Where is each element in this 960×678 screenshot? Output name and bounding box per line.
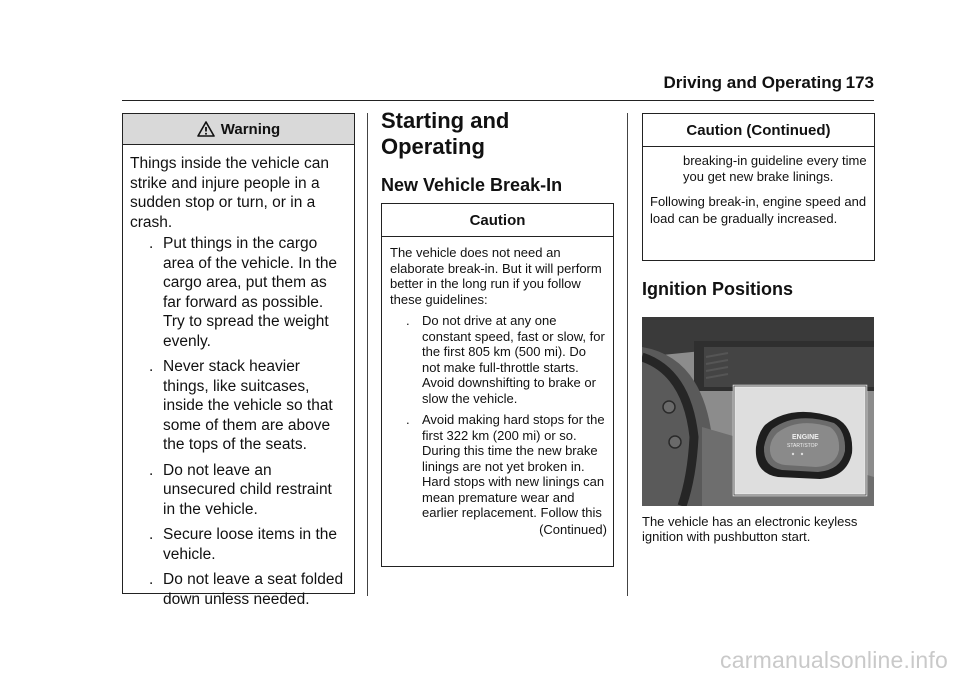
ignition-button-photo xyxy=(642,317,874,506)
warning-body xyxy=(123,145,354,609)
warning-header xyxy=(123,114,354,145)
running-header-section: Driving and Operating xyxy=(663,73,842,92)
continued-label: (Continued) xyxy=(539,521,607,537)
caution-continued-text: breaking-in guideline every time you get new brake linings. xyxy=(683,153,867,184)
warning-triangle-icon xyxy=(197,121,215,137)
ignition-caption: The vehicle has an electronic keyless ignition with pushbutton start. xyxy=(642,514,858,544)
watermark: carmanualsonline.info xyxy=(720,647,948,673)
caution-intro: The vehicle does not need an elaborate break-in. But it will perform better in the long run if you follow these guidelines: xyxy=(390,245,602,307)
list-item: . Do not leave an unsecured child restraint in the vehicle. xyxy=(149,461,332,518)
list-item: . Do not drive at any one constant speed, fast or slow, for the first 805 km (500 mi). Do not make full-throttle starts. Avoid downshifting to brake or slow the vehicle. xyxy=(406,313,605,406)
column-divider-left xyxy=(367,113,368,596)
list-item: . Avoid making hard stops for the first 322 km (200 mi) or so. During this time the new brake linings are not yet broken in. Hard stops with new linings can mean premature wear and earlier replacement. Follow this xyxy=(406,412,605,520)
warning-box xyxy=(122,113,355,608)
subsection-title-break-in: New Vehicle Break-In xyxy=(381,175,563,195)
list-item: . Do not leave a seat folded down unless needed. xyxy=(149,571,344,608)
section-title-starting: Starting and Operating xyxy=(381,108,510,159)
page-number: 173 xyxy=(845,73,874,92)
warning-bullet-list xyxy=(130,234,348,609)
caution-bullet-list xyxy=(390,313,607,521)
caution-box xyxy=(381,203,614,567)
list-item: . Secure loose items in the vehicle. xyxy=(149,526,338,563)
caution-continued-header: Caution (Continued) xyxy=(643,114,874,147)
break-in-followup-text: Following break-in, engine speed and load can be gradually increased. xyxy=(650,194,867,226)
caution-continued-box xyxy=(642,113,875,261)
warning-title: Warning xyxy=(220,120,281,138)
caution-body xyxy=(382,237,613,537)
ignition-button-label-2: START/STOP xyxy=(787,443,818,449)
header-rule xyxy=(122,100,874,101)
list-item: . Never stack heavier things, like suitcases, inside the vehicle so that some of them are above the tops of the seats. xyxy=(149,358,333,453)
ignition-button-label-1: ENGINE xyxy=(792,434,819,441)
caution-continued-body xyxy=(643,147,874,227)
caution-header: Caution xyxy=(382,204,613,237)
warning-intro: Things inside the vehicle can strike and injure people in a sudden stop or turn, or in a crash. xyxy=(130,155,330,231)
column-divider-right xyxy=(627,113,628,596)
list-item: . Put things in the cargo area of the vehicle. In the cargo area, put them as far forward as possible. Try to spread the weight evenly. xyxy=(149,235,338,350)
subsection-title-ignition: Ignition Positions xyxy=(642,279,793,299)
